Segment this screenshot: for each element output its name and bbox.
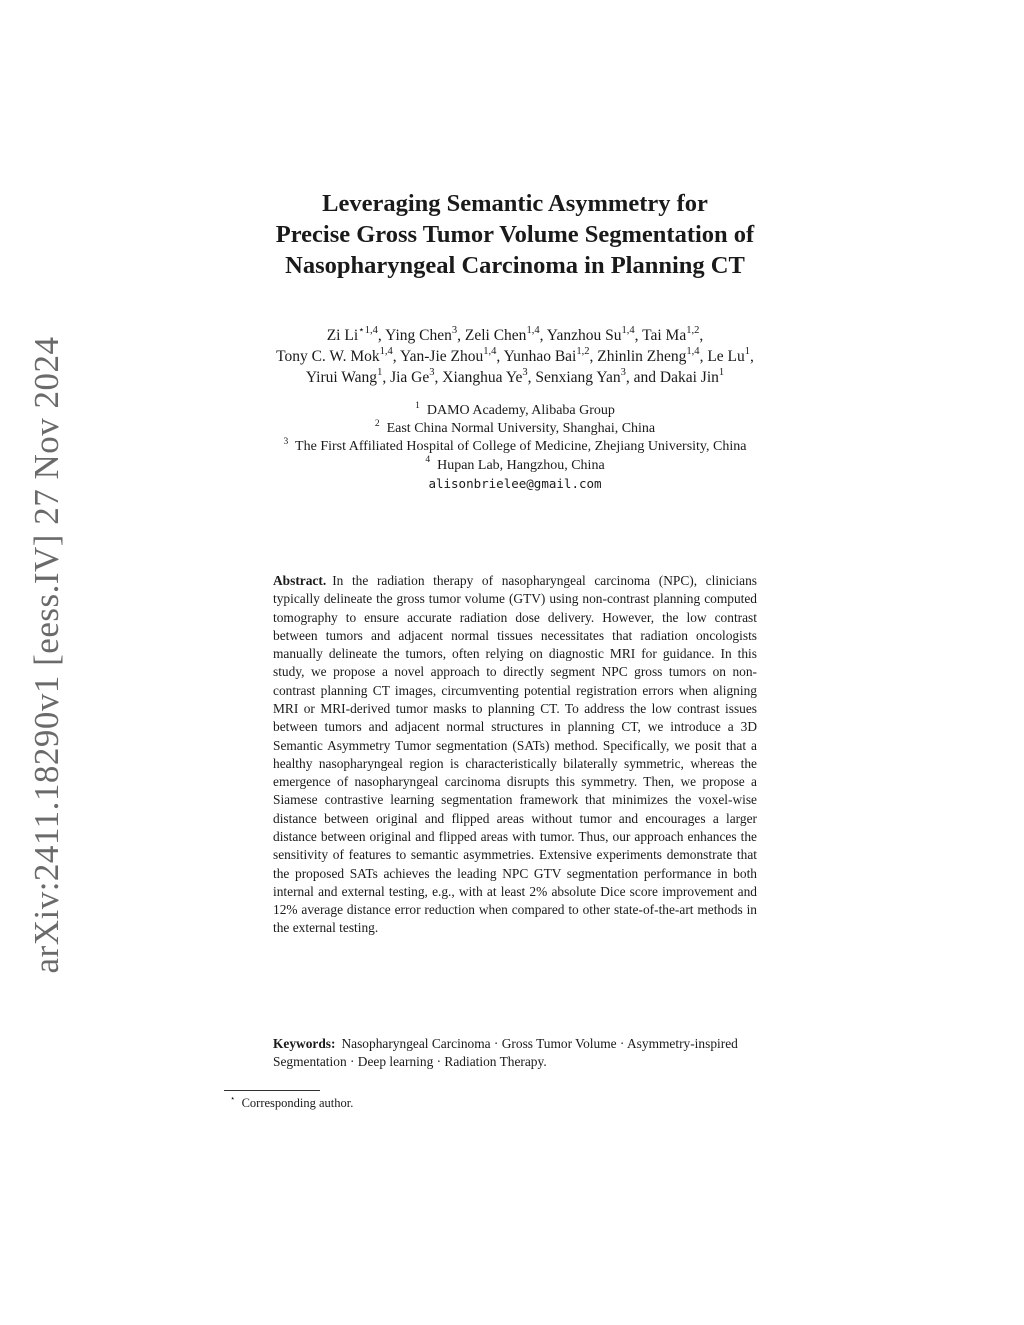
footnote-text: Corresponding author. (241, 1096, 354, 1110)
author-name: Tai Ma (642, 327, 687, 344)
footnote-divider (224, 1090, 320, 1091)
affiliation-number: 1 (415, 400, 420, 411)
affiliation-item (0, 402, 1024, 420)
author-affiliation-mark: ⋆1,4 (358, 325, 378, 337)
author-name: Yirui Wang (305, 369, 378, 386)
author-affiliation-mark: 3 (429, 367, 435, 379)
author-affiliation-mark: 3 (451, 325, 458, 337)
footnote-mark: ⋆ (230, 1093, 236, 1104)
paper-title (0, 188, 1024, 281)
author-name: Jia Ge (390, 369, 430, 386)
author-affiliation-mark: 1,2 (686, 325, 700, 337)
author-name: Yan-Jie Zhou (399, 348, 484, 365)
keywords (273, 1035, 793, 1072)
author-line: Yirui Wang$^1$, Jia Ge$^3$, Xianghua Ye$^3$, Senxiang Yan$^3$, and Dakai Jin$^1$ (305, 367, 725, 386)
author-name: Ying Chen (385, 327, 452, 344)
author-conjunction: and (633, 369, 657, 386)
author-name: Senxiang Yan (535, 369, 621, 386)
author-list (0, 325, 1024, 388)
author-affiliation-mark: 1,4 (686, 346, 700, 358)
author-name: Zi Li (326, 327, 359, 344)
keywords-text: Nasopharyngeal Carcinoma · Gross Tumor Volume · Asymmetry-inspired Segmentation · Deep learning · Radiation Therapy. (273, 1036, 738, 1070)
author-name: Xianghua Ye (442, 369, 523, 386)
author-affiliation-mark: 1 (718, 367, 725, 379)
author-affiliation-mark: 1,2 (576, 346, 590, 358)
author-affiliation-mark: 1,4 (526, 325, 540, 337)
affiliation-number: 3 (283, 437, 289, 448)
affiliation-text: The First Affiliated Hospital of College of Medicine, Zhejiang University, China (295, 439, 747, 455)
title-line: Precise Gross Tumor Volume Segmentation of (275, 221, 755, 248)
affiliation-number: 4 (425, 455, 431, 466)
affiliation-text: Hupan Lab, Hangzhou, China (437, 457, 605, 473)
abstract-text: In the radiation therapy of nasopharyngeal carcinoma (NPC), clinicians typically delineate the gross tumor volume (GTV) using non-contrast planning computed tomography to ensure accurate radiation dose delivery. However, the low contrast between tumors and adjacent normal tissues necessitates that radiation oncologists manually delineate the tumors, often relying on diagnostic MRI for guidance. In this study, we propose a novel approach to directly segment NPC gross tumors on non-contrast planning CT images, circumventing potential registration errors when aligning MRI or MRI-derived tumor masks to planning CT. To address the low contrast issues between tumors and adjacent normal structures in planning CT, we introduce a 3D Semantic Asymmetry Tumor segmentation (SATs) method. Specifically, we posit that a healthy nasopharyngeal region is characteristically bilaterally symmetric, whereas the emergence of nasopharyngeal carcinoma disrupts this symmetry. Then, we propose a Siamese contrastive learning segmentation framework that minimizes the voxel-wise distance between original and flipped areas without tumor and encourages a larger distance between original and flipped areas with tumor. Thus, our approach enhances the sensitivity of features to semantic asymmetries. Extensive experiments demonstrate that the proposed SATs achieves the leading NPC GTV segmentation performance in both internal and external testing, e.g., with at least 2% absolute Dice score improvement and 12% average distance error reduction when compared to other state-of-the-art methods in the external testing. (273, 573, 757, 936)
author-affiliation-mark: 3 (522, 367, 528, 379)
affiliation-text: DAMO Academy, Alibaba Group (426, 403, 615, 418)
author-affiliation-mark: 1,4 (483, 346, 497, 358)
author-name: Yunhao Bai (503, 348, 577, 365)
author-affiliation-mark: 1,4 (621, 325, 635, 337)
abstract (273, 572, 757, 938)
author-name: Tony C. W. Mok (276, 348, 380, 365)
affiliation-number: 2 (374, 419, 380, 430)
author-name: Dakai Jin (659, 369, 719, 386)
affiliation-item (0, 457, 1024, 475)
author-name: Yanzhou Su (546, 327, 622, 344)
title-line: Leveraging Semantic Asymmetry for (322, 190, 708, 217)
author-name: Le Lu (707, 348, 745, 365)
affiliation-item (0, 420, 1024, 438)
author-affiliation-mark: 1 (744, 346, 751, 358)
author-affiliation-mark: 3 (620, 367, 626, 379)
author-line: Zi $Li^{⋆1,4}$, Ying Chen$^3$, Zeli Chen$^{1,4}$, Yanzhou Su$^{1,4}$, Tai Ma$^{1,2}$, (326, 325, 704, 344)
author-name: Zhinlin Zheng (597, 348, 687, 365)
affiliation-item (0, 438, 1024, 456)
contact-email[interactable]: alisonbrielee@gmail.com (428, 475, 602, 491)
keywords-label: Keywords: (273, 1036, 336, 1051)
title-line: Nasopharyngeal Carcinoma in Planning CT (285, 252, 745, 279)
abstract-label: Abstract. (273, 573, 327, 588)
author-affiliation-mark: 1 (377, 367, 383, 379)
footnote (230, 1093, 354, 1111)
affiliation-list (0, 402, 1024, 493)
affiliation-text: East China Normal University, Shanghai, China (386, 421, 656, 437)
author-affiliation-mark: 1,4 (379, 346, 393, 358)
arxiv-identifier: arXiv:2411.18290v1 [eess.IV] 27 Nov 2024 (27, 336, 66, 974)
author-name: Zeli Chen (464, 327, 527, 344)
author-line: Tony C. W. Mok$^{1,4}$, Yan-Jie Zhou$^{1,4}$, Yunhao Bai$^{1,2}$, Zhinlin Zheng$^{1,4}$, Le Lu$^1$, (276, 346, 754, 365)
